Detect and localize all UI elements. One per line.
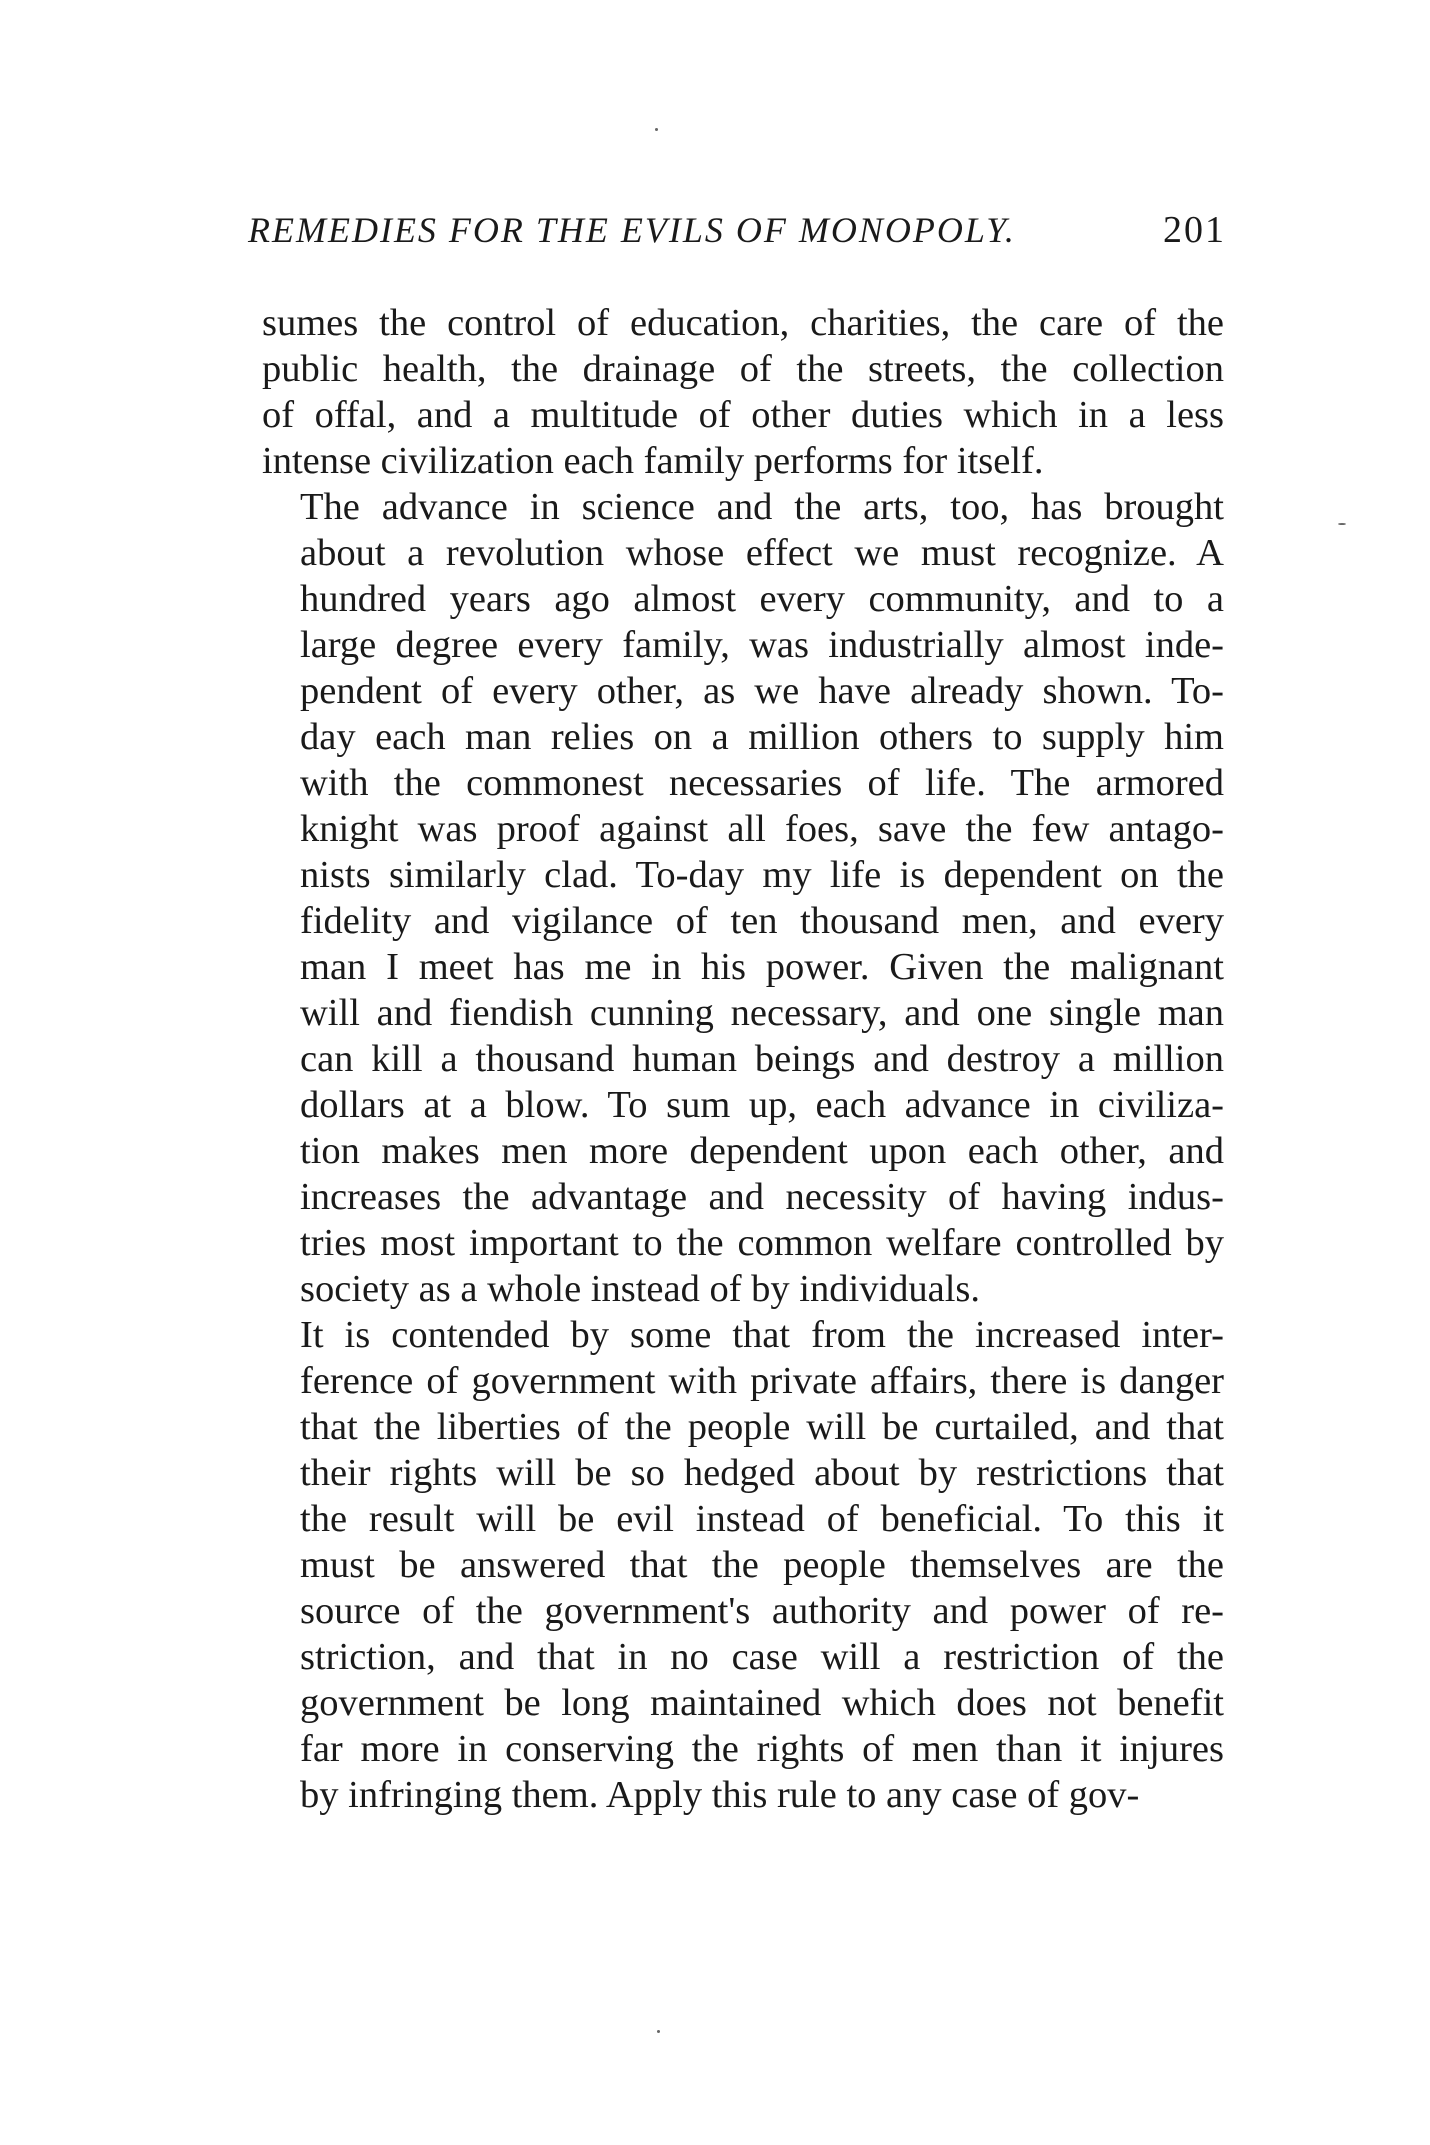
- text-line: source of the government's authority and power of re-: [300, 1590, 1224, 1632]
- text-line: sumes the control of education, charities, the care of the: [262, 302, 1224, 344]
- page-body: [262, 300, 1224, 1818]
- text-line: knight was proof against all foes, save the few antago-: [300, 808, 1224, 850]
- text-line: pendent of every other, as we have already shown. To-: [300, 670, 1224, 712]
- text-line: The advance in science and the arts, too, has brought: [300, 486, 1224, 528]
- scan-speck: [655, 128, 658, 131]
- paragraph: [262, 300, 1224, 484]
- text-line: tries most important to the common welfare controlled by: [300, 1222, 1224, 1264]
- text-line: tion makes men more dependent upon each other, and: [300, 1130, 1224, 1172]
- scan-speck: [657, 2030, 660, 2033]
- text-line: large degree every family, was industrially almost inde-: [300, 624, 1224, 666]
- text-line: public health, the drainage of the streets, the collection: [262, 348, 1224, 390]
- text-line: day each man relies on a million others to supply him: [300, 716, 1224, 758]
- text-line: society as a whole instead of by individuals.: [300, 1268, 981, 1310]
- text-line: with the commonest necessaries of life. The armored: [300, 762, 1224, 804]
- text-line: fidelity and vigilance of ten thousand men, and every: [300, 900, 1224, 942]
- text-line: their rights will be so hedged about by restrictions that: [300, 1452, 1224, 1494]
- scan-speck: [1338, 523, 1346, 525]
- page-number: 201: [1163, 209, 1226, 251]
- text-line: about a revolution whose effect we must recognize. A: [300, 532, 1224, 574]
- text-line: that the liberties of the people will be curtailed, and that: [300, 1406, 1224, 1448]
- text-line: increases the advantage and necessity of having indus-: [300, 1176, 1224, 1218]
- text-line: the result will be evil instead of beneficial. To this it: [300, 1498, 1224, 1540]
- text-line: striction, and that in no case will a restriction of the: [300, 1636, 1224, 1678]
- text-line: It is contended by some that from the increased inter-: [300, 1314, 1224, 1356]
- text-line: dollars at a blow. To sum up, each advance in civiliza-: [300, 1084, 1224, 1126]
- text-line: by infringing them. Apply this rule to any case of gov-: [300, 1774, 1140, 1816]
- paragraph: [262, 1312, 1224, 1818]
- text-line: of offal, and a multitude of other duties which in a less: [262, 394, 1224, 436]
- text-line: ference of government with private affairs, there is danger: [300, 1360, 1224, 1402]
- text-line: must be answered that the people themselves are the: [300, 1544, 1224, 1586]
- text-line: government be long maintained which does not benefit: [300, 1682, 1224, 1724]
- running-title: REMEDIES FOR THE EVILS OF MONOPOLY.: [248, 210, 1016, 250]
- text-line: nists similarly clad. To-day my life is dependent on the: [300, 854, 1224, 896]
- text-line: intense civilization each family performs for itself.: [262, 440, 1044, 482]
- text-line: man I meet has me in his power. Given the malignant: [300, 946, 1224, 988]
- text-line: will and fiendish cunning necessary, and one single man: [300, 992, 1224, 1034]
- text-line: can kill a thousand human beings and destroy a million: [300, 1038, 1224, 1080]
- text-line: far more in conserving the rights of men than it injures: [300, 1728, 1224, 1770]
- text-line: hundred years ago almost every community, and to a: [300, 578, 1224, 620]
- paragraph: [262, 484, 1224, 1312]
- page-header: [248, 208, 1226, 252]
